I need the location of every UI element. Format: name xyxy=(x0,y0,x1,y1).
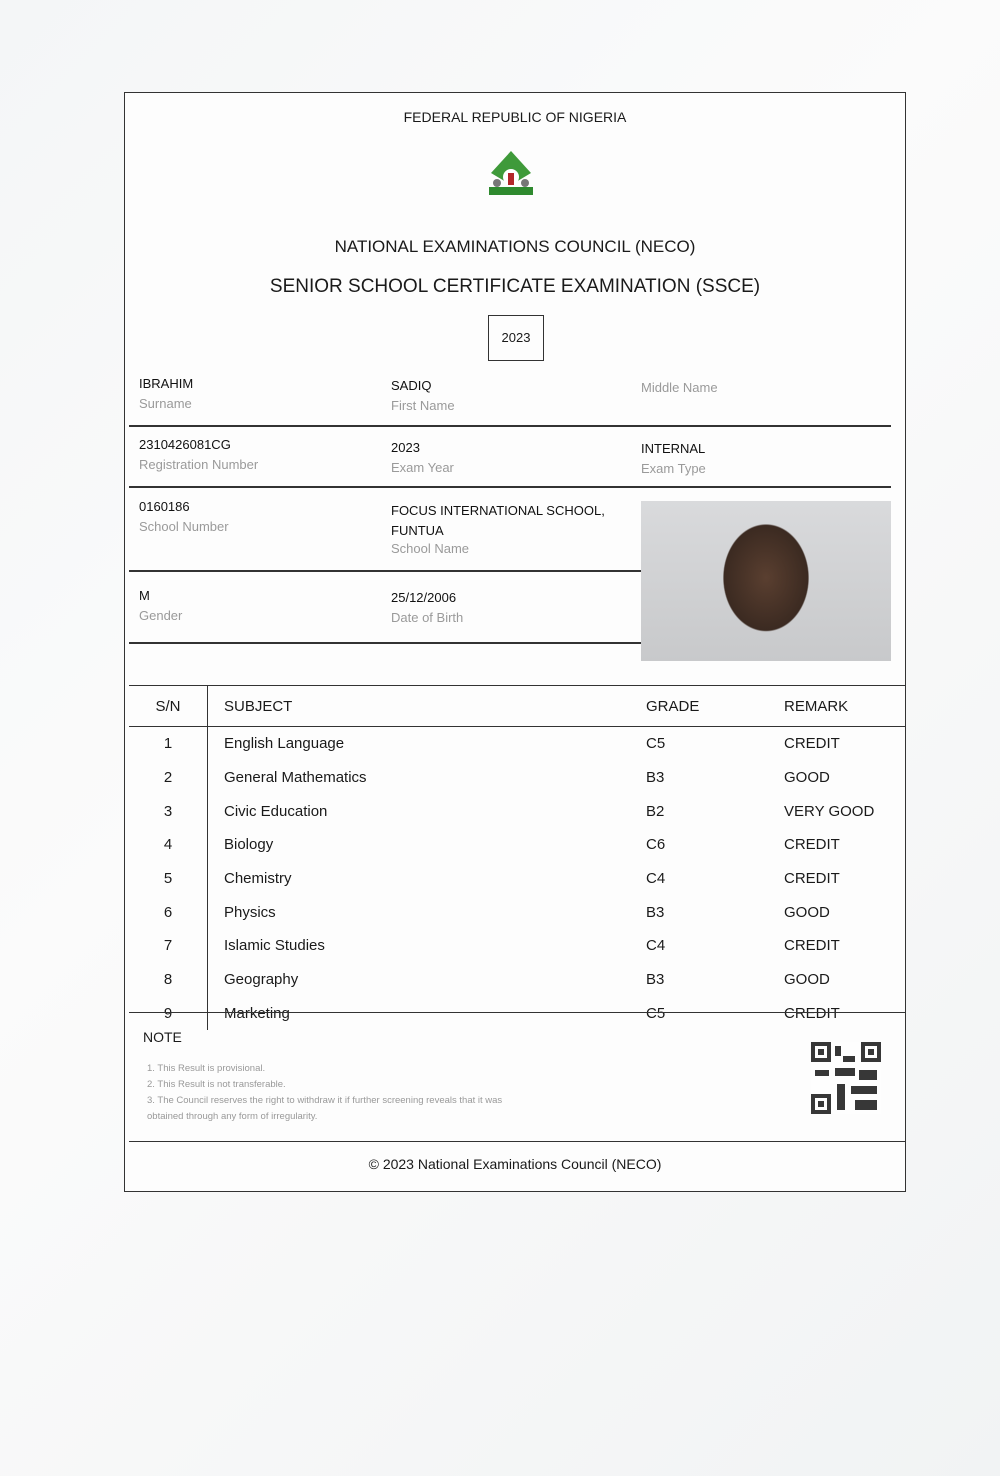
remark-cell: CREDIT xyxy=(784,735,840,753)
remark-cell: GOOD xyxy=(784,971,830,989)
sn-cell: 2 xyxy=(129,761,208,795)
remark-cell: GOOD xyxy=(784,769,830,787)
remark-cell: CREDIT xyxy=(784,1004,840,1022)
note-item: 3. The Council reserves the right to withdraw it if further screening reveals that it was obtained through any form of irregularity. xyxy=(147,1095,503,1122)
surname-label: Surname xyxy=(139,396,192,411)
school-number-value: 0160186 xyxy=(139,499,190,514)
remark-cell: GOOD xyxy=(784,903,830,921)
sn-cell: 8 xyxy=(129,963,208,997)
subject-cell: Islamic Studies xyxy=(224,937,325,955)
exam-title: SENIOR SCHOOL CERTIFICATE EXAMINATION (SSCE) xyxy=(269,276,761,297)
grade-cell: C4 xyxy=(646,870,666,888)
divider xyxy=(129,425,891,427)
coat-of-arms-icon xyxy=(483,149,539,205)
candidate-photo xyxy=(641,501,891,661)
first-name-label: First Name xyxy=(391,398,455,413)
sn-cell: 6 xyxy=(129,895,208,929)
header-sn: S/N xyxy=(129,686,208,727)
exam-year-value: 2023 xyxy=(391,440,420,455)
note-item: 2. This Result is not transferable. xyxy=(147,1079,286,1090)
subject-cell: General Mathematics xyxy=(224,769,367,787)
table-row xyxy=(129,828,905,862)
grade-cell: C6 xyxy=(646,836,666,854)
gender-label: Gender xyxy=(139,608,183,623)
grade-cell: C5 xyxy=(646,1004,666,1022)
grade-cell: C5 xyxy=(646,735,666,753)
dob-label: Date of Birth xyxy=(391,610,464,625)
remark-cell: CREDIT xyxy=(784,937,840,955)
copyright-footer: © 2023 National Examinations Council (NECO) xyxy=(368,1156,662,1172)
qr-code xyxy=(811,1042,881,1114)
note-section xyxy=(129,1012,905,1142)
first-name-value: SADIQ xyxy=(391,378,432,393)
exam-type-value: INTERNAL xyxy=(641,441,706,456)
header-remark: REMARK xyxy=(783,686,905,727)
gender-value: M xyxy=(139,588,150,603)
remark-cell: CREDIT xyxy=(784,870,840,888)
reg-number-value: 2310426081CG xyxy=(139,437,231,452)
results-table xyxy=(129,685,905,1030)
council-title: NATIONAL EXAMINATIONS COUNCIL (NECO) xyxy=(334,237,696,256)
exam-year-label: Exam Year xyxy=(391,460,454,475)
dob-value: 25/12/2006 xyxy=(391,590,457,605)
table-row xyxy=(129,794,905,828)
year-box: 2023 xyxy=(488,315,544,361)
school-number-label: School Number xyxy=(139,519,229,534)
exam-type-label: Exam Type xyxy=(641,461,706,476)
reg-number-label: Registration Number xyxy=(139,457,259,472)
grade-cell: B3 xyxy=(646,971,665,989)
remark-cell: CREDIT xyxy=(784,836,840,854)
surname-value: IBRAHIM xyxy=(139,376,194,391)
table-row xyxy=(129,727,905,761)
sn-cell: 1 xyxy=(129,727,208,761)
subject-cell: Geography xyxy=(224,971,299,989)
grade-cell: C4 xyxy=(646,937,666,955)
school-name-value: FOCUS INTERNATIONAL SCHOOL, FUNTUA xyxy=(391,503,605,538)
country-title: FEDERAL REPUBLIC OF NIGERIA xyxy=(403,109,627,125)
divider xyxy=(129,642,641,644)
remark-cell: VERY GOOD xyxy=(784,802,875,820)
note-title: NOTE xyxy=(143,1029,182,1045)
subject-cell: Marketing xyxy=(224,1004,290,1022)
result-slip xyxy=(124,92,906,1192)
subject-cell: English Language xyxy=(224,735,345,753)
grade-cell: B3 xyxy=(646,903,665,921)
table-row xyxy=(129,929,905,963)
sn-cell: 9 xyxy=(129,997,208,1031)
subject-cell: Biology xyxy=(224,836,274,854)
subject-cell: Chemistry xyxy=(224,870,292,888)
table-row xyxy=(129,963,905,997)
header-subject: SUBJECT xyxy=(208,686,646,727)
sn-cell: 3 xyxy=(129,794,208,828)
divider xyxy=(129,570,641,572)
header-grade: GRADE xyxy=(645,686,783,727)
middle-name-label: Middle Name xyxy=(641,380,718,395)
sn-cell: 4 xyxy=(129,828,208,862)
note-item: 1. This Result is provisional. xyxy=(147,1063,266,1074)
school-name-label: School Name xyxy=(391,541,470,556)
table-row xyxy=(129,862,905,896)
subject-cell: Physics xyxy=(224,903,276,921)
divider xyxy=(129,486,891,488)
subject-cell: Civic Education xyxy=(224,802,328,820)
table-row xyxy=(129,761,905,795)
grade-cell: B3 xyxy=(646,769,665,787)
table-row xyxy=(129,895,905,929)
sn-cell: 5 xyxy=(129,862,208,896)
grade-cell: B2 xyxy=(646,802,665,820)
sn-cell: 7 xyxy=(129,929,208,963)
